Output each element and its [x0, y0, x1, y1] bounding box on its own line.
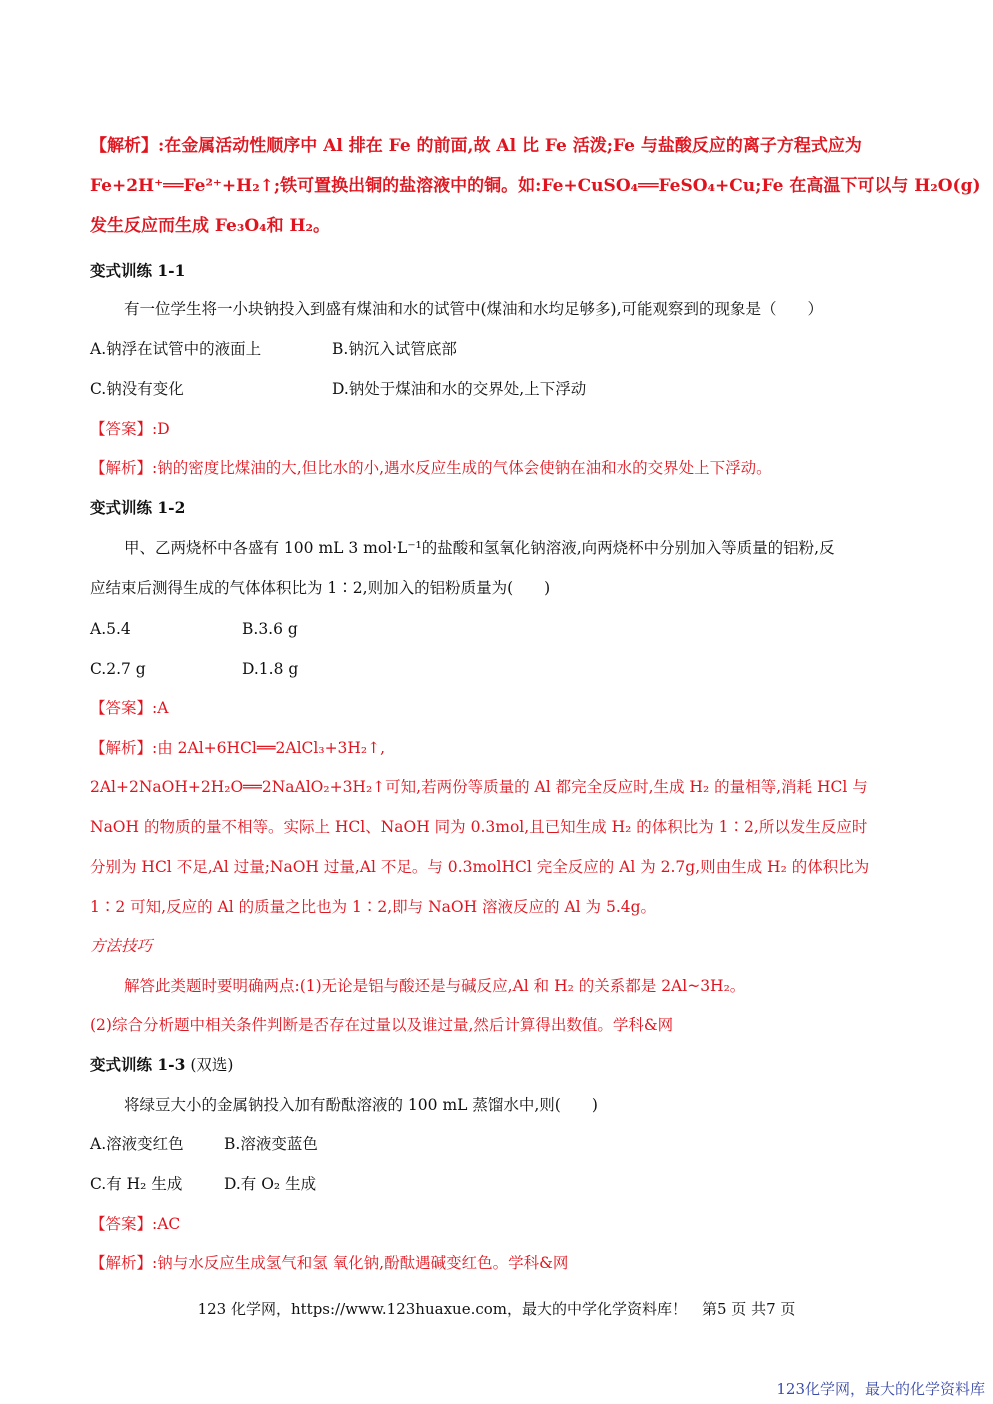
ex3-title: 变式训练 1-3 (双选): [90, 1055, 234, 1074]
ex2-analysis-line1: 【解析】:由 2Al+6HCl══2AlCl₃+3H₂↑,: [90, 739, 386, 757]
site-watermark: 123化学网，最大的化学资料库: [776, 1380, 985, 1398]
ex1-title: 变式训练 1-1: [90, 261, 186, 280]
ex2-analysis-line2: 2Al+2NaOH+2H₂O══2NaAlO₂+3H₂↑可知,若两份等质量的 Al 都完全反应时,生成 H₂ 的量相等,消耗 HCl 与: [90, 778, 868, 796]
ex2-option-b: B.3.6 g: [242, 620, 298, 638]
ex3-option-b: B.溶液变蓝色: [224, 1135, 318, 1153]
ex2-analysis-line5: 1∶2 可知,反应的 Al 的质量之比也为 1∶2,即与 NaOH 溶液反应的 Al 为 5.4g。: [90, 898, 657, 916]
method-line1: 解答此类题时要明确两点:(1)无论是铝与酸还是与碱反应,Al 和 H₂ 的关系都是 2Al~3H₂。: [124, 977, 746, 995]
ex3-answer: 【答案】:AC: [90, 1215, 181, 1233]
ex2-analysis-line4: 分别为 HCl 不足,Al 过量;NaOH 过量,Al 不足。与 0.3molHCl 完全反应的 Al 为 2.7g,则由生成 H₂ 的体积比为: [90, 858, 870, 876]
ex1-option-c: C.钠没有变化: [90, 380, 184, 398]
ex3-option-a: A.溶液变红色: [90, 1135, 184, 1153]
ex2-option-a: A.5.4: [90, 620, 131, 638]
ex1-question: 有一位学生将一小块钠投入到盛有煤油和水的试管中(煤油和水均足够多),可能观察到的现象是（ ）: [124, 300, 824, 318]
ex1-analysis: 【解析】:钠的密度比煤油的大,但比水的小,遇水反应生成的气体会使钠在油和水的交界处上下浮动。: [90, 459, 772, 477]
ex2-question-line2: 应结束后测得生成的气体体积比为 1∶2,则加入的铝粉质量为( ): [90, 579, 551, 597]
ex1-option-a: A.钠浮在试管中的液面上: [90, 340, 262, 358]
method-line2: (2)综合分析题中相关条件判断是否存在过量以及谁过量,然后计算得出数值。学科&网: [90, 1016, 674, 1034]
analysis-top-line1: 【解析】:在金属活动性顺序中 Al 排在 Fe 的前面,故 Al 比 Fe 活泼;Fe 与盐酸反应的离子方程式应为: [90, 136, 862, 156]
ex2-answer: 【答案】:A: [90, 699, 169, 717]
ex3-option-d: D.有 O₂ 生成: [224, 1175, 317, 1193]
analysis-top-line3: 发生反应而生成 Fe₃O₄和 H₂。: [90, 216, 331, 236]
ex1-option-d: D.钠处于煤油和水的交界处,上下浮动: [332, 380, 587, 398]
ex3-question: 将绿豆大小的金属钠投入加有酚酞溶液的 100 mL 蒸馏水中,则( ): [124, 1096, 598, 1114]
ex3-option-c: C.有 H₂ 生成: [90, 1175, 183, 1193]
ex2-question-line1: 甲、乙两烧杯中各盛有 100 mL 3 mol·L⁻¹的盐酸和氢氧化钠溶液,向两烧杯中分别加入等质量的铝粉,反: [124, 539, 835, 557]
ex2-title: 变式训练 1-2: [90, 498, 186, 517]
ex2-analysis-line3: NaOH 的物质的量不相等。实际上 HCl、NaOH 同为 0.3mol,且已知生成 H₂ 的体积比为 1∶2,所以发生反应时: [90, 818, 868, 836]
method-title: 方法技巧: [90, 937, 153, 955]
ex2-option-c: C.2.7 g: [90, 660, 146, 678]
analysis-top-line2: Fe+2H⁺══Fe²⁺+H₂↑;铁可置换出铜的盐溶液中的铜。如:Fe+CuSO₄══FeSO₄+Cu;Fe 在高温下可以与 H₂O(g): [90, 176, 981, 196]
ex1-option-b: B.钠沉入试管底部: [332, 340, 457, 358]
ex1-answer: 【答案】:D: [90, 420, 170, 438]
page-footer: 123 化学网，https://www.123huaxue.com，最大的中学化学资料库！ 第5 页 共7 页: [197, 1300, 796, 1318]
ex2-option-d: D.1.8 g: [242, 660, 299, 678]
ex3-analysis: 【解析】:钠与水反应生成氢气和氢 氧化钠,酚酞遇碱变红色。学科&网: [90, 1254, 569, 1272]
